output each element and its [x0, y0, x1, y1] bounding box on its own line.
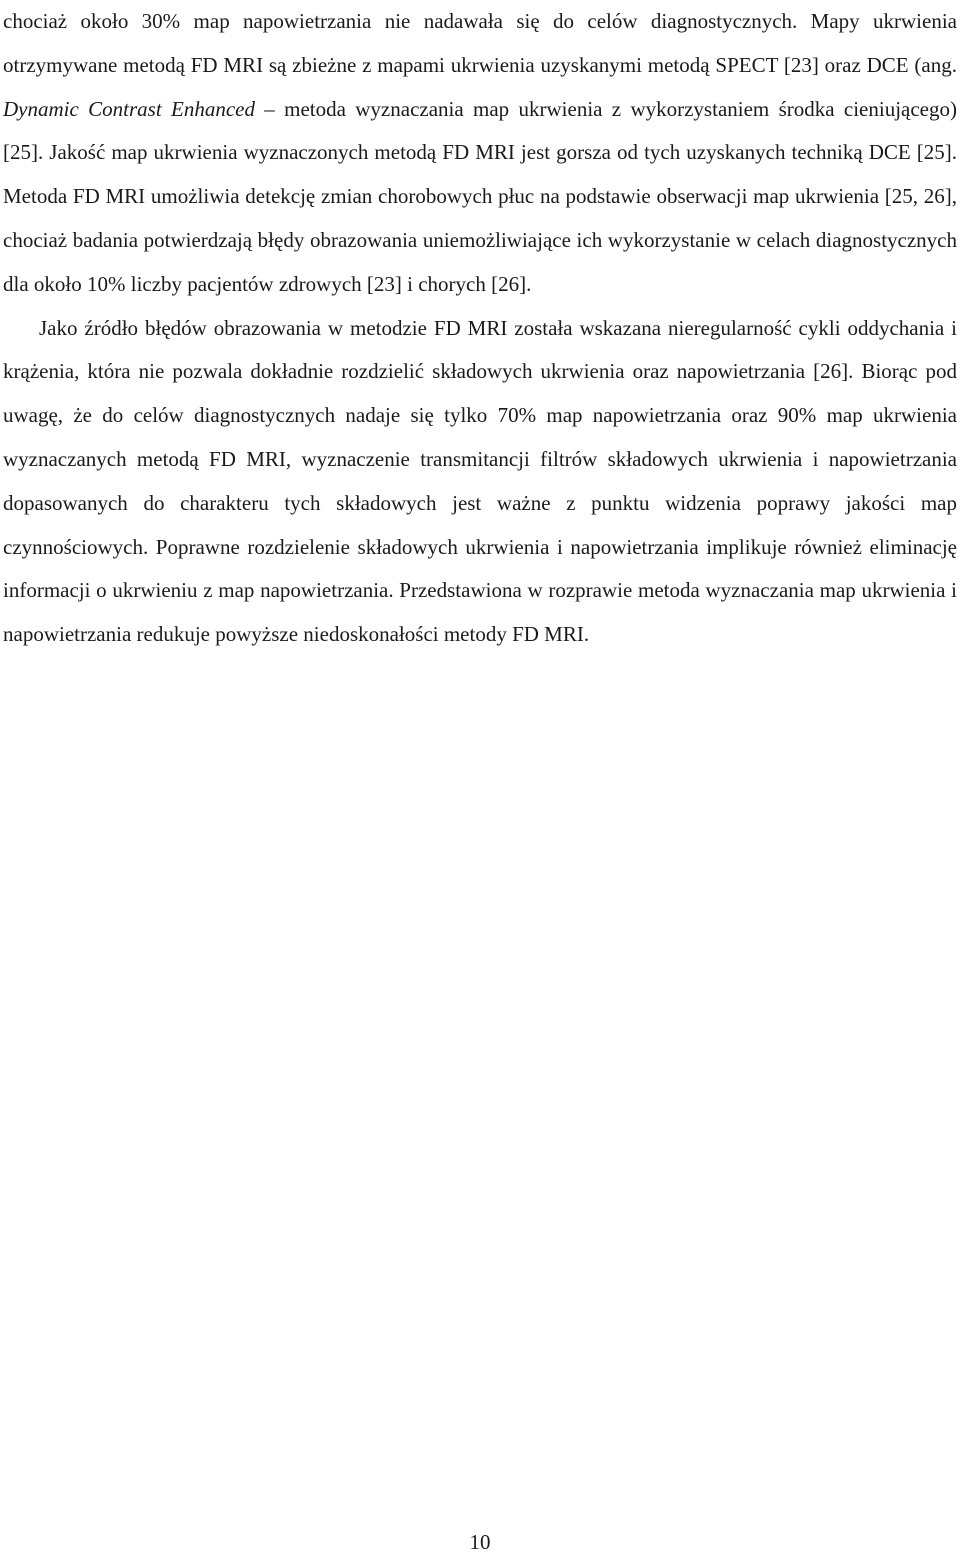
page-number: 10 [469, 1530, 491, 1554]
paragraph-1-text-b: – metoda wyznaczania map ukrwienia z wykorzystaniem środka cieniującego) [25]. Jakość map ukrwienia wyznaczonych metodą FD MRI jest gorsza od tych uzyskanych techniką DCE [25]. Metoda FD MRI umożliwia detekcję zmian chorobowych płuc na podstawie obserwacji map ukrwienia [25, 26], chociaż badania potwierdzają błędy obrazowania uniemożliwiające ich wykorzystanie w celach diagnostycznych dla około 10% liczby pacjentów zdrowych [23] i chorych [26]. [3, 96, 957, 296]
paragraph-1-text-a: chociaż około 30% map napowietrzania nie nadawała się do celów diagnostycznych. Mapy ukrwienia otrzymywane metodą FD MRI są zbieżne z mapami ukrwienia uzyskanymi metodą SPECT [23] oraz DCE (ang. [3, 9, 957, 77]
paragraph-1 [3, 0, 957, 307]
paragraph-1-italic-term: Dynamic Contrast Enhanced [3, 96, 255, 121]
body-text [3, 0, 957, 657]
paragraph-2-text: Jako źródło błędów obrazowania w metodzie FD MRI została wskazana nieregularność cykli oddychania i krążenia, która nie pozwala dokładnie rozdzielić składowych ukrwienia oraz napowietrzania [26]. Biorąc pod uwagę, że do celów diagnostycznych nadaje się tylko 70% map napowietrzania oraz 90% map ukrwienia wyznaczanych metodą FD MRI, wyznaczenie transmitancji filtrów składowych ukrwienia i napowietrzania dopasowanych do charakteru tych składowych jest ważne z punktu widzenia poprawy jakości map czynnościowych. Poprawne rozdzielenie składowych ukrwienia i napowietrzania implikuje również eliminację informacji o ukrwieniu z map napowietrzania. Przedstawiona w rozprawie metoda wyznaczania map ukrwienia i napowietrzania redukuje powyższe niedoskonałości metody FD MRI. [3, 315, 957, 647]
paragraph-2 [3, 307, 957, 657]
